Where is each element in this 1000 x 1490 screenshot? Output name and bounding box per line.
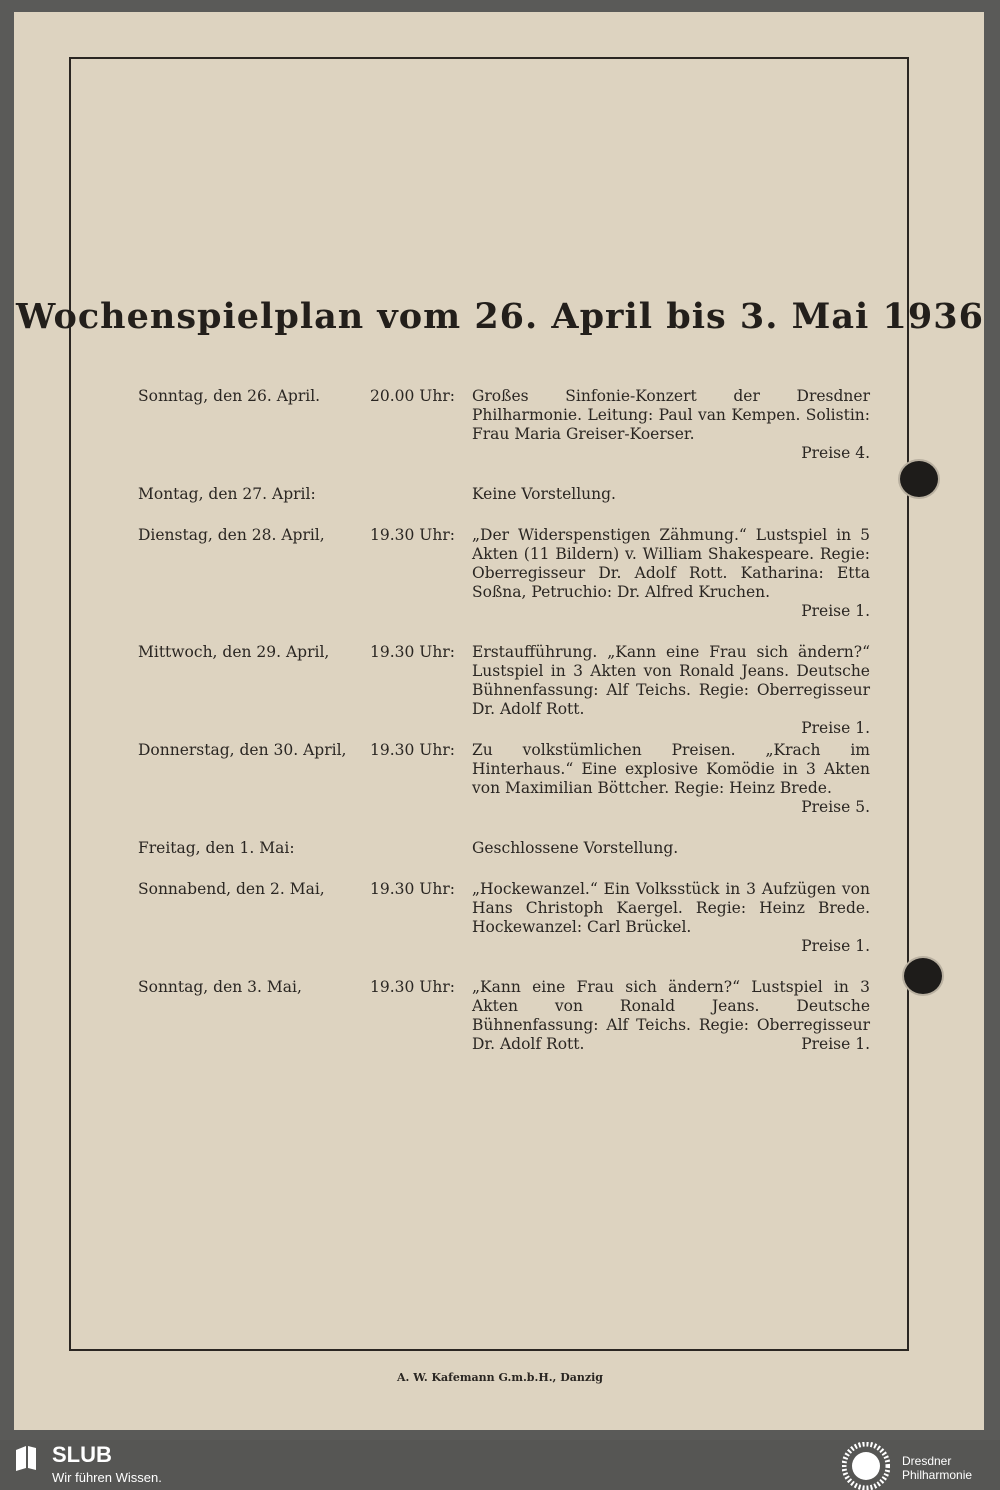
philharmonie-name [902, 1454, 972, 1482]
entry-price: Preise 1. [801, 1035, 870, 1053]
entry-description [472, 387, 870, 463]
entry-price: Preise 5. [801, 798, 870, 816]
entry-time: 19.30 Uhr: [370, 978, 455, 996]
entry-price: Preise 1. [801, 937, 870, 955]
entry-day: Dienstag, den 28. April, [138, 526, 325, 544]
entry-price: Preise 4. [801, 444, 870, 462]
entry-description [472, 839, 870, 858]
entry-day: Sonntag, den 3. Mai, [138, 978, 302, 996]
entry-text: Erstaufführung. „Kann eine Frau sich ändern?“ Lustspiel in 3 Akten von Ronald Jeans. Deutsche Bühnenfassung: Alf Teichs. Regie: Oberregisseur Dr. Adolf Rott. [472, 643, 870, 718]
entry-day: Montag, den 27. April: [138, 485, 316, 503]
entry-time: 19.30 Uhr: [370, 643, 455, 661]
entry-text: Geschlossene Vorstellung. [472, 839, 679, 857]
entry-time: 19.30 Uhr: [370, 526, 455, 544]
entry-text: Zu volkstümlichen Preisen. „Krach im Hinterhaus.“ Eine explosive Komödie in 3 Akten von Maximilian Böttcher. Regie: Heinz Brede. [472, 741, 870, 797]
entry-day: Sonntag, den 26. April. [138, 387, 321, 405]
entry-text: Keine Vorstellung. [472, 485, 616, 503]
entry-day: Donnerstag, den 30. April, [138, 741, 347, 759]
philharmonie-logo-icon [842, 1442, 890, 1490]
entry-text: „Der Widerspenstigen Zähmung.“ Lustspiel in 5 Akten (11 Bildern) v. William Shakespeare. Regie: Oberregisseur Dr. Adolf Rott. Katharina: Etta Soßna, Petruchio: Dr. Alfred Kruchen. [472, 526, 870, 601]
footer-bar [0, 1440, 1000, 1490]
entry-text: Großes Sinfonie-Konzert der Dresdner Philharmonie. Leitung: Paul van Kempen. Solistin: Frau Maria Greiser-Koerser. [472, 387, 870, 443]
entry-description [472, 880, 870, 956]
entry-price: Preise 1. [801, 602, 870, 620]
slub-name: SLUB [52, 1442, 112, 1467]
punch-hole [900, 461, 938, 497]
entry-day: Sonnabend, den 2. Mai, [138, 880, 325, 898]
entry-text: „Kann eine Frau sich ändern?“ Lustspiel in 3 Akten von Ronald Jeans. Deutsche Bühnenfassung: Alf Teichs. Regie: Oberregisseur Dr. Adolf Rott. [472, 978, 870, 1053]
slub-tagline: Wir führen Wissen. [52, 1470, 162, 1485]
page-title: Wochenspielplan vom 26. April bis 3. Mai 1936 [16, 296, 984, 337]
entry-description [472, 978, 870, 1054]
entry-description [472, 741, 870, 817]
entry-day: Freitag, den 1. Mai: [138, 839, 295, 857]
punch-hole [904, 958, 942, 994]
entry-description [472, 643, 870, 738]
entry-description [472, 485, 870, 504]
printer-imprint: A. W. Kafemann G.m.b.H., Danzig [397, 1371, 603, 1384]
entry-day: Mittwoch, den 29. April, [138, 643, 330, 661]
philharmonie-name-line1: Dresdner [902, 1454, 952, 1468]
philharmonie-name-line2: Philharmonie [902, 1468, 973, 1482]
entry-description [472, 526, 870, 621]
entry-time: 20.00 Uhr: [370, 387, 455, 405]
entry-price: Preise 1. [801, 719, 870, 737]
entry-text: „Hockewanzel.“ Ein Volksstück in 3 Aufzügen von Hans Christoph Kaergel. Regie: Heinz Brede. Hockewanzel: Carl Brückel. [472, 880, 870, 936]
slub-logo-icon [12, 1444, 40, 1472]
entry-time: 19.30 Uhr: [370, 741, 455, 759]
entry-time: 19.30 Uhr: [370, 880, 455, 898]
